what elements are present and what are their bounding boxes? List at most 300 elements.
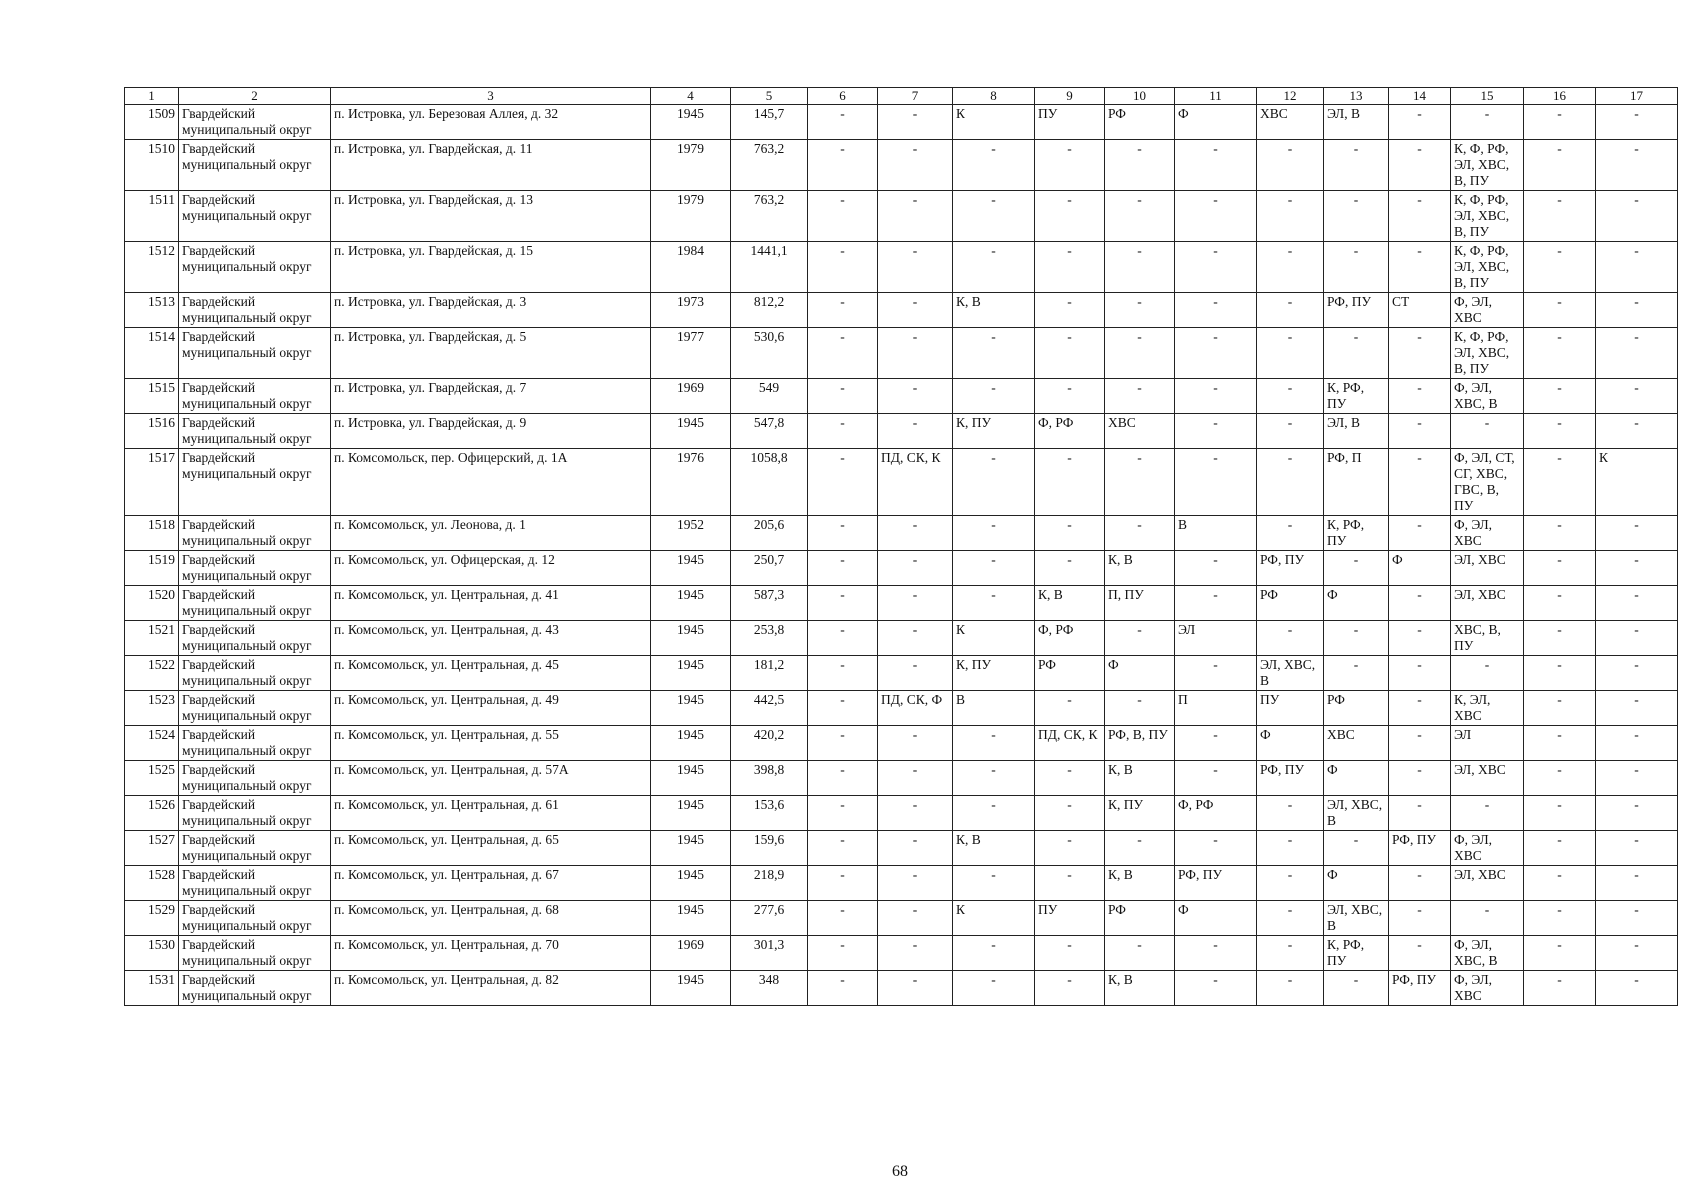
cell-row-number: 1509	[125, 105, 179, 140]
cell-year: 1976	[651, 449, 731, 516]
cell-c17: -	[1596, 242, 1678, 293]
cell-area: 348	[731, 971, 808, 1006]
cell-area: 153,6	[731, 796, 808, 831]
cell-c11: П	[1175, 691, 1257, 726]
cell-c8: -	[953, 586, 1035, 621]
cell-c10: К, ПУ	[1105, 796, 1175, 831]
cell-row-number: 1526	[125, 796, 179, 831]
cell-c14: -	[1389, 586, 1451, 621]
cell-c13: ЭЛ, ХВС, В	[1324, 796, 1389, 831]
cell-c11: -	[1175, 140, 1257, 191]
cell-district: Гвардейский муниципальный округ	[179, 726, 331, 761]
cell-address: п. Комсомольск, ул. Центральная, д. 55	[331, 726, 651, 761]
cell-c6: -	[808, 726, 878, 761]
cell-c8: -	[953, 971, 1035, 1006]
column-header-2: 2	[179, 88, 331, 105]
cell-row-number: 1528	[125, 866, 179, 901]
table-row	[125, 379, 1678, 414]
cell-c7: -	[878, 971, 953, 1006]
cell-c7: -	[878, 414, 953, 449]
cell-district: Гвардейский муниципальный округ	[179, 691, 331, 726]
cell-c17: -	[1596, 866, 1678, 901]
cell-c17: -	[1596, 621, 1678, 656]
cell-address: п. Истровка, ул. Гвардейская, д. 11	[331, 140, 651, 191]
cell-district: Гвардейский муниципальный округ	[179, 831, 331, 866]
cell-district: Гвардейский муниципальный округ	[179, 586, 331, 621]
cell-c11: -	[1175, 191, 1257, 242]
cell-c8: -	[953, 551, 1035, 586]
cell-district: Гвардейский муниципальный округ	[179, 656, 331, 691]
table-row	[125, 586, 1678, 621]
cell-c15: К, Ф, РФ, ЭЛ, ХВС, В, ПУ	[1451, 191, 1524, 242]
cell-c15: -	[1451, 414, 1524, 449]
cell-year: 1945	[651, 866, 731, 901]
cell-c6: -	[808, 656, 878, 691]
cell-c17: -	[1596, 379, 1678, 414]
cell-c8: -	[953, 242, 1035, 293]
cell-c6: -	[808, 551, 878, 586]
cell-year: 1945	[651, 691, 731, 726]
cell-district: Гвардейский муниципальный округ	[179, 242, 331, 293]
cell-c14: -	[1389, 656, 1451, 691]
cell-c15: Ф, ЭЛ, ХВС, В	[1451, 936, 1524, 971]
cell-c7: -	[878, 379, 953, 414]
cell-c6: -	[808, 971, 878, 1006]
cell-address: п. Истровка, ул. Гвардейская, д. 9	[331, 414, 651, 449]
cell-c17: -	[1596, 140, 1678, 191]
cell-c9: -	[1035, 971, 1105, 1006]
column-header-8: 8	[953, 88, 1035, 105]
cell-row-number: 1527	[125, 831, 179, 866]
cell-row-number: 1513	[125, 293, 179, 328]
cell-c8: -	[953, 140, 1035, 191]
cell-c16: -	[1524, 586, 1596, 621]
column-header-13: 13	[1324, 88, 1389, 105]
cell-district: Гвардейский муниципальный округ	[179, 971, 331, 1006]
cell-c13: РФ, ПУ	[1324, 293, 1389, 328]
cell-c12: РФ, ПУ	[1257, 551, 1324, 586]
cell-year: 1945	[651, 414, 731, 449]
cell-c12: РФ	[1257, 586, 1324, 621]
cell-c9: Ф, РФ	[1035, 414, 1105, 449]
cell-c13: -	[1324, 831, 1389, 866]
cell-row-number: 1511	[125, 191, 179, 242]
cell-district: Гвардейский муниципальный округ	[179, 516, 331, 551]
cell-c7: -	[878, 936, 953, 971]
column-header-15: 15	[1451, 88, 1524, 105]
cell-c16: -	[1524, 414, 1596, 449]
cell-district: Гвардейский муниципальный округ	[179, 901, 331, 936]
cell-c9: ПУ	[1035, 901, 1105, 936]
cell-row-number: 1514	[125, 328, 179, 379]
cell-district: Гвардейский муниципальный округ	[179, 449, 331, 516]
cell-c6: -	[808, 328, 878, 379]
cell-c9: -	[1035, 691, 1105, 726]
cell-c10: -	[1105, 293, 1175, 328]
cell-c13: -	[1324, 551, 1389, 586]
cell-c16: -	[1524, 242, 1596, 293]
cell-c10: -	[1105, 449, 1175, 516]
cell-c10: -	[1105, 691, 1175, 726]
cell-c9: ПД, СК, К	[1035, 726, 1105, 761]
cell-c11: ЭЛ	[1175, 621, 1257, 656]
cell-c7: -	[878, 105, 953, 140]
cell-year: 1945	[651, 726, 731, 761]
cell-area: 301,3	[731, 936, 808, 971]
cell-c14: -	[1389, 621, 1451, 656]
cell-row-number: 1523	[125, 691, 179, 726]
cell-c14: -	[1389, 242, 1451, 293]
cell-area: 763,2	[731, 191, 808, 242]
cell-c16: -	[1524, 191, 1596, 242]
cell-c13: -	[1324, 328, 1389, 379]
column-header-12: 12	[1257, 88, 1324, 105]
cell-c7: -	[878, 516, 953, 551]
cell-row-number: 1521	[125, 621, 179, 656]
table-row	[125, 901, 1678, 936]
cell-c17: -	[1596, 105, 1678, 140]
column-header-14: 14	[1389, 88, 1451, 105]
cell-c14: -	[1389, 379, 1451, 414]
cell-c6: -	[808, 449, 878, 516]
cell-area: 547,8	[731, 414, 808, 449]
cell-c12: -	[1257, 831, 1324, 866]
table-row	[125, 656, 1678, 691]
cell-area: 763,2	[731, 140, 808, 191]
cell-area: 442,5	[731, 691, 808, 726]
cell-c8: -	[953, 726, 1035, 761]
table-row	[125, 516, 1678, 551]
cell-c7: ПД, СК, К	[878, 449, 953, 516]
register-table	[124, 87, 1678, 1006]
cell-district: Гвардейский муниципальный округ	[179, 551, 331, 586]
cell-c16: -	[1524, 971, 1596, 1006]
cell-c7: -	[878, 901, 953, 936]
cell-c14: -	[1389, 901, 1451, 936]
cell-c6: -	[808, 242, 878, 293]
cell-c14: РФ, ПУ	[1389, 831, 1451, 866]
cell-c11: -	[1175, 761, 1257, 796]
cell-c17: -	[1596, 414, 1678, 449]
cell-c15: ЭЛ, ХВС	[1451, 586, 1524, 621]
cell-c7: -	[878, 242, 953, 293]
cell-area: 250,7	[731, 551, 808, 586]
cell-c10: ХВС	[1105, 414, 1175, 449]
cell-c16: -	[1524, 621, 1596, 656]
cell-c6: -	[808, 140, 878, 191]
cell-address: п. Комсомольск, ул. Центральная, д. 70	[331, 936, 651, 971]
cell-c14: -	[1389, 691, 1451, 726]
cell-c7: -	[878, 328, 953, 379]
cell-year: 1969	[651, 936, 731, 971]
cell-c16: -	[1524, 105, 1596, 140]
cell-c14: -	[1389, 449, 1451, 516]
cell-c10: -	[1105, 140, 1175, 191]
cell-c12: -	[1257, 379, 1324, 414]
cell-row-number: 1519	[125, 551, 179, 586]
cell-c11: -	[1175, 242, 1257, 293]
cell-c6: -	[808, 105, 878, 140]
table-row	[125, 191, 1678, 242]
cell-area: 145,7	[731, 105, 808, 140]
cell-address: п. Комсомольск, ул. Центральная, д. 82	[331, 971, 651, 1006]
cell-c7: -	[878, 621, 953, 656]
cell-c10: К, В	[1105, 971, 1175, 1006]
cell-address: п. Истровка, ул. Гвардейская, д. 15	[331, 242, 651, 293]
cell-c15: ЭЛ	[1451, 726, 1524, 761]
cell-address: п. Комсомольск, пер. Офицерский, д. 1А	[331, 449, 651, 516]
cell-c7: -	[878, 866, 953, 901]
cell-c15: Ф, ЭЛ, СТ, СГ, ХВС, ГВС, В, ПУ	[1451, 449, 1524, 516]
cell-address: п. Комсомольск, ул. Центральная, д. 41	[331, 586, 651, 621]
cell-c7: -	[878, 796, 953, 831]
cell-year: 1945	[651, 656, 731, 691]
cell-c6: -	[808, 691, 878, 726]
cell-c13: ЭЛ, ХВС, В	[1324, 901, 1389, 936]
cell-c10: К, В	[1105, 866, 1175, 901]
cell-address: п. Истровка, ул. Гвардейская, д. 7	[331, 379, 651, 414]
cell-district: Гвардейский муниципальный округ	[179, 414, 331, 449]
cell-c8: В	[953, 691, 1035, 726]
cell-area: 812,2	[731, 293, 808, 328]
cell-c15: Ф, ЭЛ, ХВС	[1451, 971, 1524, 1006]
cell-c17: -	[1596, 761, 1678, 796]
cell-c14: -	[1389, 866, 1451, 901]
cell-address: п. Истровка, ул. Гвардейская, д. 13	[331, 191, 651, 242]
cell-area: 253,8	[731, 621, 808, 656]
cell-c16: -	[1524, 516, 1596, 551]
cell-c16: -	[1524, 936, 1596, 971]
cell-c10: РФ	[1105, 901, 1175, 936]
cell-c15: Ф, ЭЛ, ХВС	[1451, 293, 1524, 328]
cell-district: Гвардейский муниципальный округ	[179, 293, 331, 328]
cell-c6: -	[808, 586, 878, 621]
cell-c11: -	[1175, 379, 1257, 414]
cell-c9: -	[1035, 293, 1105, 328]
cell-row-number: 1525	[125, 761, 179, 796]
cell-c9: ПУ	[1035, 105, 1105, 140]
cell-year: 1952	[651, 516, 731, 551]
cell-c8: -	[953, 761, 1035, 796]
cell-c6: -	[808, 621, 878, 656]
cell-c14: -	[1389, 796, 1451, 831]
table-row	[125, 414, 1678, 449]
table-header	[125, 88, 1678, 105]
cell-c7: -	[878, 656, 953, 691]
cell-c13: -	[1324, 621, 1389, 656]
table-row	[125, 449, 1678, 516]
cell-c14: Ф	[1389, 551, 1451, 586]
cell-c12: -	[1257, 971, 1324, 1006]
cell-year: 1945	[651, 901, 731, 936]
cell-c7: -	[878, 586, 953, 621]
cell-c13: -	[1324, 656, 1389, 691]
cell-c11: -	[1175, 414, 1257, 449]
cell-c6: -	[808, 901, 878, 936]
cell-c9: -	[1035, 140, 1105, 191]
cell-address: п. Комсомольск, ул. Центральная, д. 43	[331, 621, 651, 656]
cell-c13: -	[1324, 140, 1389, 191]
cell-c7: -	[878, 551, 953, 586]
cell-c15: ЭЛ, ХВС	[1451, 761, 1524, 796]
cell-c15: Ф, ЭЛ, ХВС	[1451, 831, 1524, 866]
cell-district: Гвардейский муниципальный округ	[179, 191, 331, 242]
cell-c16: -	[1524, 656, 1596, 691]
cell-year: 1977	[651, 328, 731, 379]
cell-c15: ЭЛ, ХВС	[1451, 551, 1524, 586]
cell-c17: К	[1596, 449, 1678, 516]
cell-row-number: 1530	[125, 936, 179, 971]
cell-c14: -	[1389, 761, 1451, 796]
cell-c9: РФ	[1035, 656, 1105, 691]
cell-year: 1945	[651, 796, 731, 831]
cell-c11: -	[1175, 449, 1257, 516]
cell-c16: -	[1524, 140, 1596, 191]
cell-row-number: 1517	[125, 449, 179, 516]
cell-year: 1945	[651, 971, 731, 1006]
cell-c9: -	[1035, 516, 1105, 551]
cell-c13: -	[1324, 971, 1389, 1006]
cell-c11: -	[1175, 656, 1257, 691]
cell-c6: -	[808, 936, 878, 971]
cell-row-number: 1520	[125, 586, 179, 621]
cell-c17: -	[1596, 191, 1678, 242]
cell-c10: -	[1105, 379, 1175, 414]
cell-c12: -	[1257, 621, 1324, 656]
cell-c16: -	[1524, 796, 1596, 831]
cell-c9: -	[1035, 449, 1105, 516]
cell-c13: К, РФ, ПУ	[1324, 379, 1389, 414]
cell-c8: -	[953, 516, 1035, 551]
cell-c17: -	[1596, 726, 1678, 761]
cell-c8: К	[953, 621, 1035, 656]
table-row	[125, 551, 1678, 586]
cell-c17: -	[1596, 901, 1678, 936]
cell-c17: -	[1596, 796, 1678, 831]
cell-area: 181,2	[731, 656, 808, 691]
cell-c14: -	[1389, 328, 1451, 379]
cell-address: п. Комсомольск, ул. Центральная, д. 61	[331, 796, 651, 831]
cell-c9: -	[1035, 328, 1105, 379]
cell-area: 530,6	[731, 328, 808, 379]
cell-c15: Ф, ЭЛ, ХВС, В	[1451, 379, 1524, 414]
cell-row-number: 1531	[125, 971, 179, 1006]
cell-c14: -	[1389, 726, 1451, 761]
cell-c8: К	[953, 105, 1035, 140]
column-header-4: 4	[651, 88, 731, 105]
cell-year: 1945	[651, 831, 731, 866]
cell-area: 398,8	[731, 761, 808, 796]
cell-c9: К, В	[1035, 586, 1105, 621]
cell-address: п. Комсомольск, ул. Центральная, д. 68	[331, 901, 651, 936]
cell-c10: К, В	[1105, 551, 1175, 586]
cell-year: 1945	[651, 586, 731, 621]
cell-c14: -	[1389, 516, 1451, 551]
cell-c9: -	[1035, 242, 1105, 293]
cell-c11: -	[1175, 936, 1257, 971]
cell-c9: -	[1035, 191, 1105, 242]
cell-c8: К, ПУ	[953, 414, 1035, 449]
cell-c9: -	[1035, 379, 1105, 414]
table-row	[125, 140, 1678, 191]
cell-c6: -	[808, 831, 878, 866]
cell-c9: -	[1035, 866, 1105, 901]
cell-c12: ЭЛ, ХВС, В	[1257, 656, 1324, 691]
cell-c13: -	[1324, 191, 1389, 242]
cell-c11: Ф	[1175, 901, 1257, 936]
cell-c14: -	[1389, 140, 1451, 191]
cell-row-number: 1515	[125, 379, 179, 414]
cell-c10: -	[1105, 328, 1175, 379]
cell-c6: -	[808, 516, 878, 551]
cell-c15: -	[1451, 796, 1524, 831]
cell-c8: -	[953, 191, 1035, 242]
cell-c11: -	[1175, 971, 1257, 1006]
cell-c13: ЭЛ, В	[1324, 105, 1389, 140]
cell-c12: ХВС	[1257, 105, 1324, 140]
cell-c8: -	[953, 328, 1035, 379]
cell-c9: -	[1035, 551, 1105, 586]
cell-c11: Ф	[1175, 105, 1257, 140]
cell-c11: РФ, ПУ	[1175, 866, 1257, 901]
cell-area: 159,6	[731, 831, 808, 866]
cell-c15: К, Ф, РФ, ЭЛ, ХВС, В, ПУ	[1451, 140, 1524, 191]
cell-c7: -	[878, 191, 953, 242]
cell-area: 1058,8	[731, 449, 808, 516]
cell-c11: -	[1175, 293, 1257, 328]
cell-district: Гвардейский муниципальный округ	[179, 866, 331, 901]
cell-c17: -	[1596, 293, 1678, 328]
column-header-9: 9	[1035, 88, 1105, 105]
cell-c11: -	[1175, 831, 1257, 866]
cell-c17: -	[1596, 831, 1678, 866]
cell-c15: -	[1451, 656, 1524, 691]
table-row	[125, 936, 1678, 971]
cell-c12: -	[1257, 866, 1324, 901]
cell-c13: РФ, П	[1324, 449, 1389, 516]
cell-c13: ХВС	[1324, 726, 1389, 761]
cell-c14: -	[1389, 191, 1451, 242]
cell-c13: Ф	[1324, 866, 1389, 901]
cell-area: 1441,1	[731, 242, 808, 293]
cell-c12: -	[1257, 140, 1324, 191]
cell-c10: П, ПУ	[1105, 586, 1175, 621]
table-row	[125, 105, 1678, 140]
cell-c7: -	[878, 831, 953, 866]
cell-c11: Ф, РФ	[1175, 796, 1257, 831]
cell-year: 1945	[651, 621, 731, 656]
cell-c8: К, ПУ	[953, 656, 1035, 691]
cell-c8: -	[953, 866, 1035, 901]
cell-row-number: 1512	[125, 242, 179, 293]
cell-c16: -	[1524, 379, 1596, 414]
cell-row-number: 1510	[125, 140, 179, 191]
column-header-6: 6	[808, 88, 878, 105]
cell-c15: -	[1451, 105, 1524, 140]
cell-c9: -	[1035, 761, 1105, 796]
cell-c12: -	[1257, 516, 1324, 551]
cell-c12: -	[1257, 242, 1324, 293]
cell-area: 549	[731, 379, 808, 414]
cell-c12: -	[1257, 936, 1324, 971]
table-body	[125, 105, 1678, 1006]
cell-c12: -	[1257, 328, 1324, 379]
cell-c11: -	[1175, 586, 1257, 621]
cell-c8: -	[953, 449, 1035, 516]
column-header-17: 17	[1596, 88, 1678, 105]
cell-c13: К, РФ, ПУ	[1324, 516, 1389, 551]
cell-c12: -	[1257, 449, 1324, 516]
